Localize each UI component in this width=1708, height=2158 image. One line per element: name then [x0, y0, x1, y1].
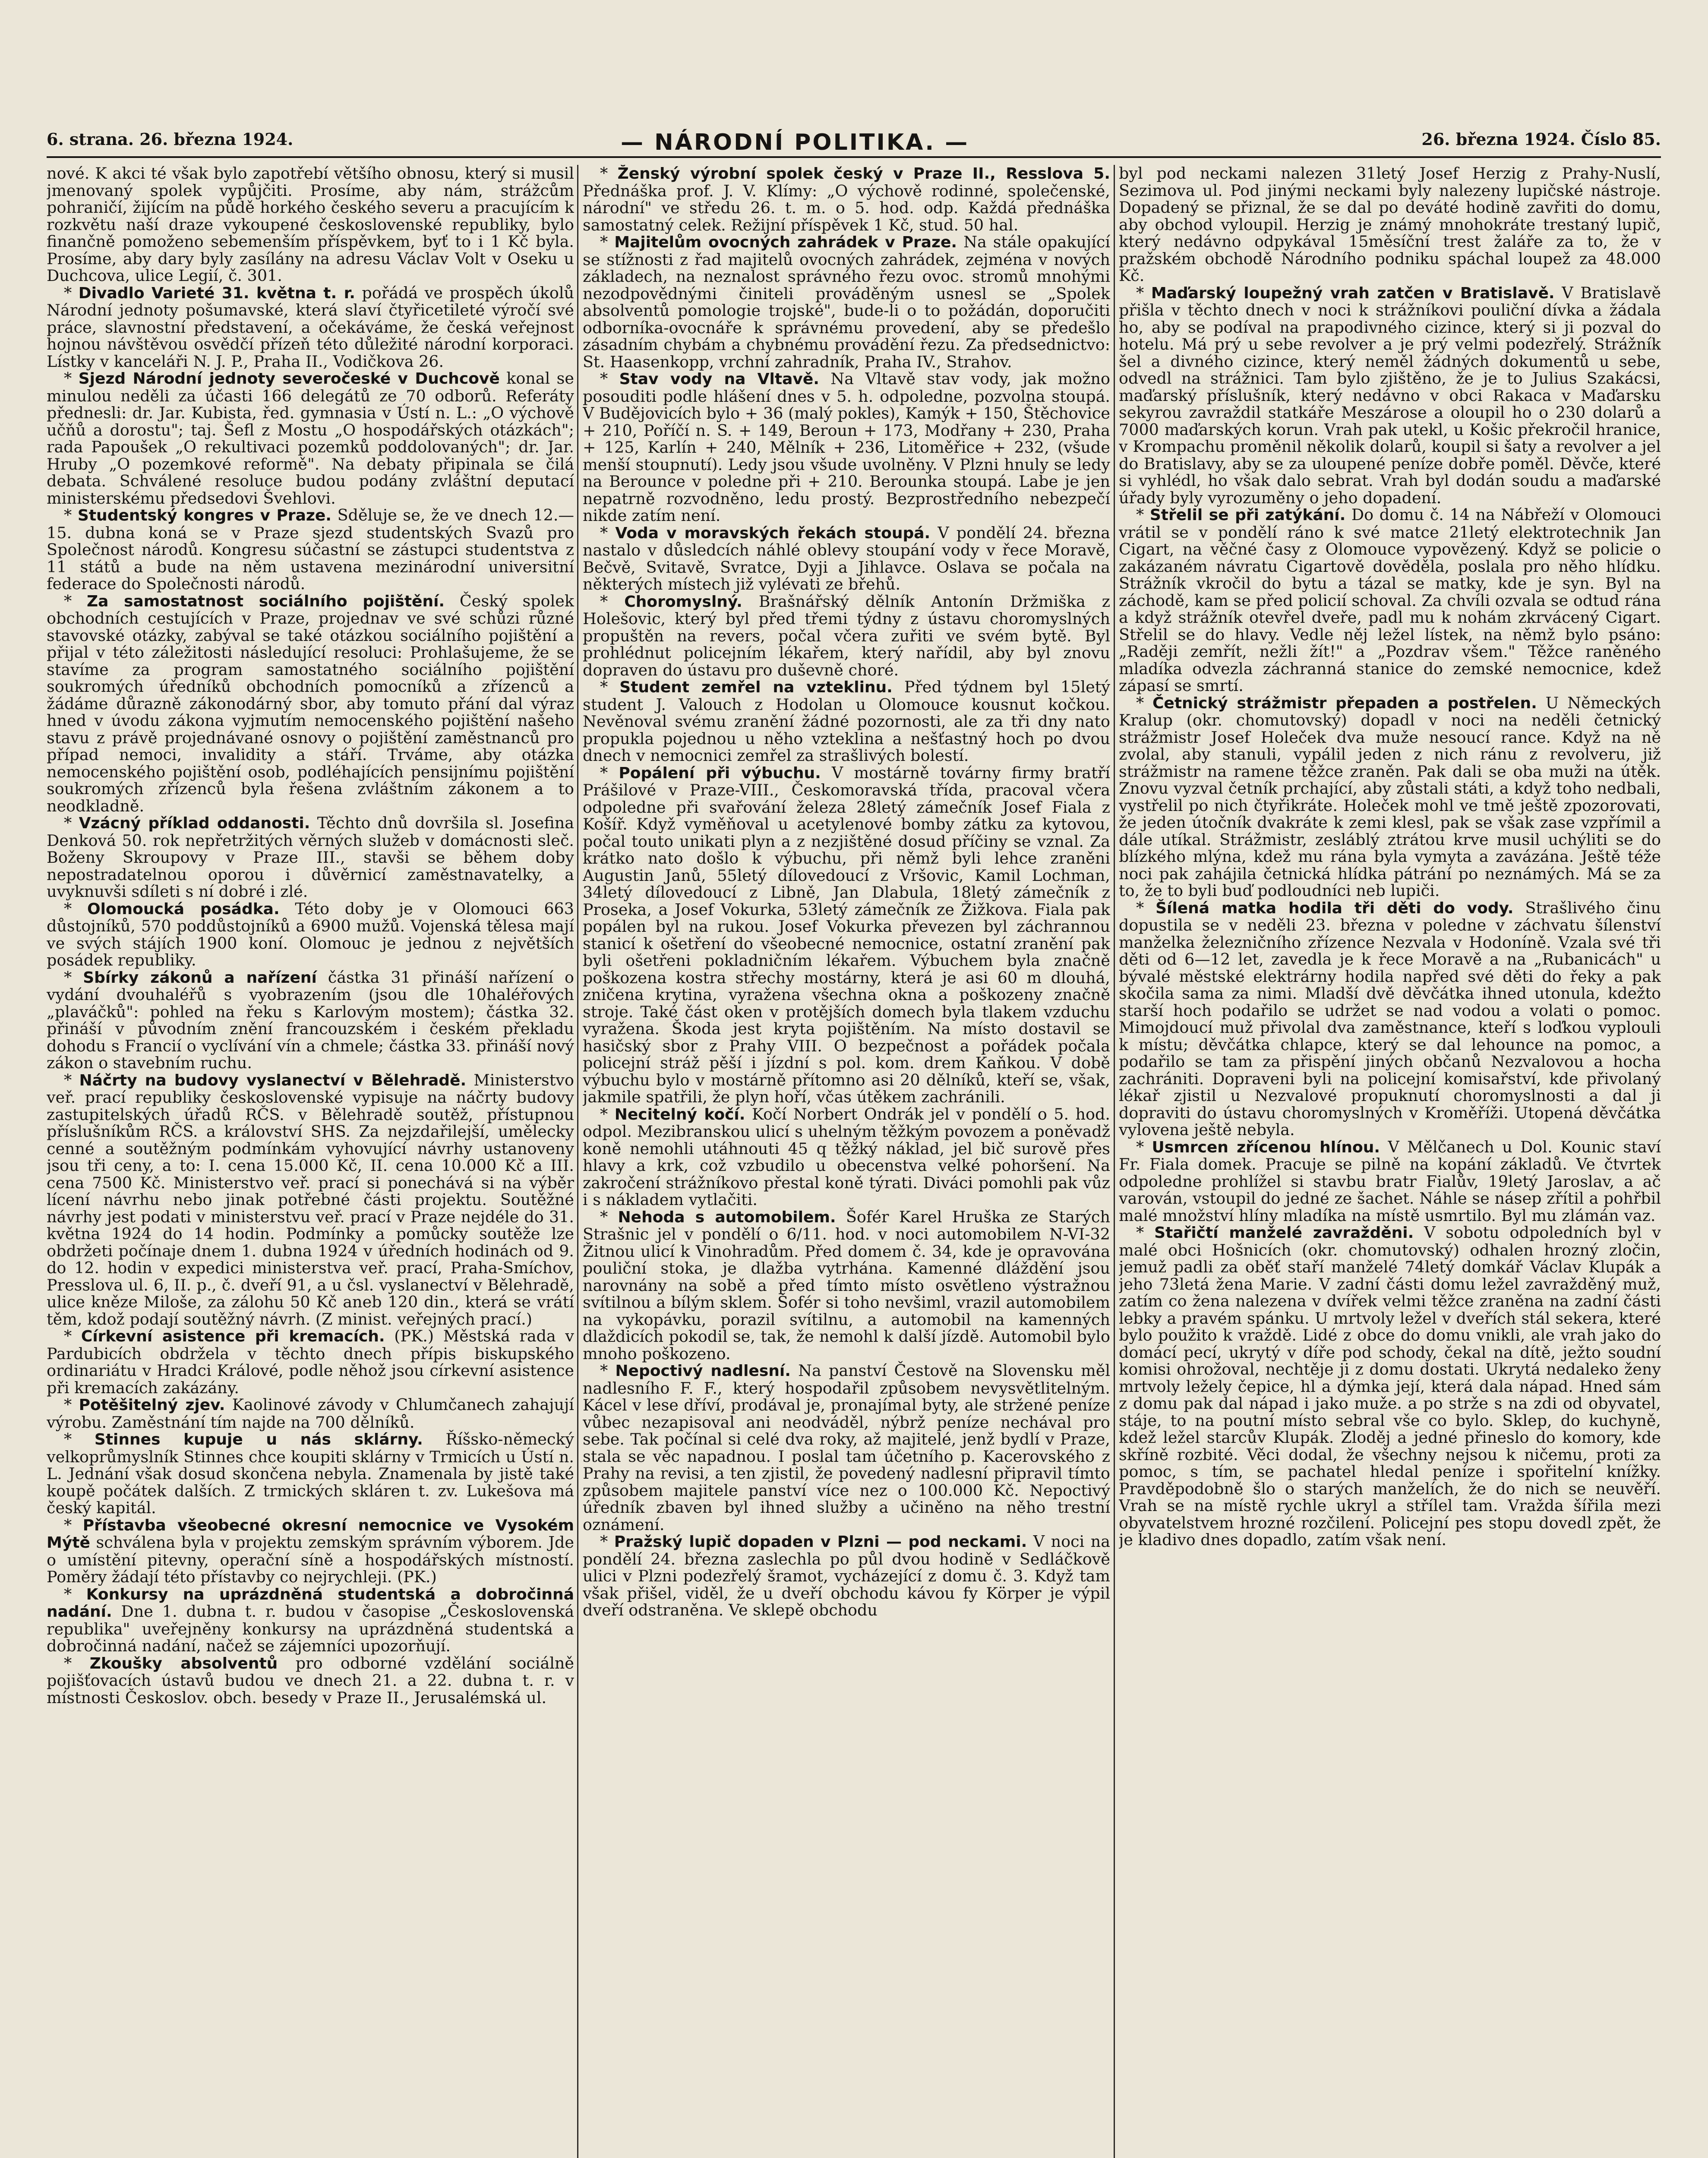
- page-header: [47, 129, 1661, 160]
- news-body: Říšsko-německý velkoprůmyslník Stinnes chce koupiti sklárny v Trmicích u Ústí n. L. Jednání však dosud skončena nebyla. Znamenala by jistě také koupě počátek dalších. Z trmických skláren t. zv. Lukešova má český kapitál.: [47, 1430, 574, 1517]
- news-headline: Voda v moravských řekách stoupá.: [615, 524, 931, 542]
- news-body: Do domu č. 14 na Nábřeží v Olomouci vrátil se v pondělí ráno k své matce 21letý elektrotechnik Jan Cigart, na věčné časy z Olomouce vypovězený. Když se policie o zakázaném návratu Cigartově dověděla, poslala pro něho hlídku. Strážník vkročil do bytu a tázal se matky, kde je syn. Byl na záchodě, kam se před policií schoval. Za chvíli ozvala se odtud rána a když strážník otevřel dveře, padl mu k nohám zkrvácený Cigart. Střelil se do hlavy. Vedle něj ležel lístek, na němž bylo psáno: „Raději zemřít, nežli žít!" a „Pozdrav všem." Těžce raněného mladíka odvezla záchranná stanice do zemské nemocnice, kdež zápasí se smrtí.: [1119, 505, 1661, 695]
- column-rule: [1114, 165, 1115, 2158]
- news-body: V Mělčanech u Dol. Kounic staví Fr. Fiala domek. Pracuje se pilně na kopání základů. Ve čtvrtek odpoledne prohlížel si stavbu bratr Fialův, 19letý Jaroslav, a ač varován, vstoupil do jedné ze šachet. Náhle se násep zřítil a pohřbil malé množství hlíny mladíka na místě usmrtilo. Byl mu zlámán vaz.: [1119, 1137, 1661, 1225]
- news-item: [583, 524, 1110, 593]
- news-headline: Střelil se při zatýkání.: [1149, 506, 1346, 524]
- news-headline: Popálení při výbuchu.: [619, 764, 821, 782]
- news-body: Brašnářský dělník Antonín Držmiška z Holešovic, který byl před třemi týdny z ústavu choromyslných propuštěn na revers, počal včera zuřiti ve svém bytě. Byl prohlédnut policejním lékařem, který nařídil, aby byl znovu dopraven do ústavu pro duševně choré.: [583, 592, 1110, 679]
- news-item: [583, 593, 1110, 679]
- news-headline: Stav vody na Vltavě.: [619, 370, 819, 388]
- news-item: [583, 678, 1110, 764]
- news-paragraph: * Sjezd Národní jednoty severočeské v Duchcově konal se minulou neděli za účasti 166 delegátů ze 70 odborů. Referáty přednesli: dr. Jar. Kubista, řed. gymnasia v Ústí n. L.: „O výchově učňů a dorostu"; taj. Šefl z Mostu „O hospodářských otázkách"; rada Papoušek „O rekultivaci pozemků poddolovaných"; dr. Jar. Hruby „O pozemkové reformě". Na debaty připinala se čilá debata. Schválené resoluce budou podány zvláštní deputací ministerskému předsedovi Švehlovi.: [47, 369, 574, 508]
- news-headline: Student zemřel na vzteklinu.: [619, 678, 893, 696]
- news-headline: Sbírky zákonů a nařízení: [83, 969, 317, 987]
- news-paragraph: * Četnický strážmistr přepaden a postřelen. U Německých Kralup (okr. chomutovský) dopadl v noci na neděli četnický strážmistr Josef Holeček dva muže nesoucí rance. Když na ně zvolal, aby stanuli, vypálil jeden z nich ránu z revolveru, již strážmistr na ramene těžce zraněn. Pak dali se oba muži na útěk. Znovu vyzval četník prchající, aby zůstali státi, a když toho nedbali, vystřelil po nich čtyřikráte. Holeček mohl ve tmě ještě zpozorovati, že jeden útočník dvakráte k zemi klesl, pak se však zase vzpřímil a dále utíkal. Strážmistr, zesláblý ztrátou krve musil uchýliti se do blízkého mlýna, kdež mu rána byla vymyta a zavázána. Ještě téže noci pak zahájila četnická hlídka pátrání po neznámých. Má se za to, že to byli buď podloudníci neb lupiči.: [1119, 693, 1661, 900]
- news-item: [47, 1396, 574, 1431]
- news-body: V Bratislavě přišla v těchto dnech v noci k strážníkovi pouliční dívka a žádala ho, aby se podíval na prapodivného cizince, který si ji pozval do hotelu. Má prý u sebe revolver a je prý velmi podezřelý. Strážník šel a divného cizince, který neměl žádných dokumentů u sebe, odvedl na strážnici. Tam bylo zjištěno, že je to Julius Szakácsi, maďarský příslušník, který nedávno v obci Rakaca v Maďarsku sekyrou zavraždil statkáře Meszárose a oloupil ho o 230 dolarů a 7000 maďarských korun. Vrah pak utekl, u Košic překročil hranice, v Krompachu proměnil několik dolarů, koupil si šaty a revolver a jel do Bratislavy, aby se za uloupené peníze dobře poměl. Děvče, které si vyhlédl, ho však dalo sebrat. Vrah byl dodán soudu a maďarské úřady byly vyrozuměny o jeho dopadení.: [1119, 283, 1661, 507]
- news-paragraph: * Student zemřel na vzteklinu. Před týdnem byl 15letý student J. Valouch z Hodolan u Olomouce kousnut kočkou. Nevěnoval svému zranění žádné pozornosti, ale za tři dny nato propukla pojednou u něho vzteklina a nešťastný hoch po dvou dnech v nemocnici zemřel za strašlivých bolestí.: [583, 678, 1110, 765]
- news-item: [1119, 694, 1661, 899]
- news-headline: Necitelný kočí.: [614, 1105, 745, 1123]
- news-paragraph: * Necitelný kočí. Kočí Norbert Ondrák jel v pondělí o 5. hod. odpol. Mezibranskou ulicí s uhelným těžkým povozem a poněvadž koně nemohli utáhnouti 45 q těžký náklad, jel bič surově přes hlavy a krk, což vzbudilo u obecenstva velké pohoršení. Na zakročení strážníkovo přestal koně týrati. Diváci pomohli pak vůz i s nákladem vytlačiti.: [583, 1104, 1110, 1209]
- news-item: [583, 1208, 1110, 1363]
- news-paragraph: [47, 165, 574, 284]
- news-headline: Usmrcen zřícenou hlínou.: [1152, 1138, 1380, 1156]
- news-paragraph: * Popálení při výbuchu. V mostárně továrny firmy bratří Prášilové v Praze-VIII., Českomoravská třída, pracoval včera odpoledne při svařování železa 28letý zámečník Josef Fiala z Košíř. Když vyměňoval u acetylenové bomby zátku za kytovou, počal touto unikati plyn a z nezjištěné dosud příčiny se vznal. Za krátko nato došlo k výbuchu, při němž byli lehce zraněni Augustin Janů, 55letý dílovedoucí z Vršovic, Kamil Lochman, 34letý dílovedoucí z Libně, Jan Dlabula, 18letý zámečník z Proseka, a Josef Vokurka, 53letý zámečník ze Žižkova. Fiala pak popálen byl na rukou. Josef Vokurka převezen byl záchrannou stanicí k ošetření do všeobecné nemocnice, ostatní zranění pak byli ošetřeni pokladničním lékařem. Výbuchem byla značně poškozena kostra střechy mostárny, která je asi 60 m dlouhá, zničena krytina, vyražena všechna okna a poškozeny značně stroje. Také část oken v protějších domech byla tlakem vzduchu vyražena. Škoda jest kryta pojištěním. Na místo dostavil se hasičský sbor z Prahy VIII. O bezpečnost a pořádek počala policejní stráž pěší i jízdní s pol. kom. drem Kaňkou. V době výbuchu bylo v mostárně přítomno asi 20 dělníků, kteří se, však, jakmile spatřili, že plyn hoří, včas útěkem zachránili.: [583, 763, 1110, 1106]
- news-headline: Olomoucká posádka.: [87, 900, 280, 918]
- news-paragraph: * Maďarský loupežný vrah zatčen v Bratislavě. V Bratislavě přišla v těchto dnech v noci k strážníkovi pouliční dívka a žádala ho, aby se podíval na prapodivného cizince, který si ji pozval do hotelu. Má prý u sebe revolver a je prý velmi podezřelý. Strážník šel a divného cizince, který neměl žádných dokumentů u sebe, odvedl na strážnici. Tam bylo zjištěno, že je to Julius Szakácsi, maďarský příslušník, který nedávno v obci Rakaca v Maďarsku sekyrou zavraždil statkáře Meszárose a oloupil ho o 230 dolarů a 7000 maďarských korun. Vrah pak utekl, u Košic překročil hranice, v Krompachu proměnil několik dolarů, koupil si šaty a revolver a jel do Bratislavy, aby se za uloupené peníze dobře poměl. Děvče, které si vyhlédl, ho však dalo sebrat. Vrah byl dodán soudu a maďarské úřady byly vyrozuměny o jeho dopadení.: [1119, 283, 1661, 507]
- news-body: Před týdnem byl 15letý student J. Valouch z Hodolan u Olomouce kousnut kočkou. Nevěnoval svému zranění žádné pozornosti, ale za tři dny nato propukla pojednou u něho vzteklina a nešťastný hoch po dvou dnech v nemocnici zemřel za strašlivých bolestí.: [583, 678, 1110, 765]
- header-date-right: 26. března 1924. Číslo 85.: [1421, 129, 1661, 149]
- news-paragraph: * Šílená matka hodila tři děti do vody. Strašlivého činu dopustila se v neděli 23. března v poledne v záchvatu šílenství manželka železničního zřízence Nezvala v Hodoníně. Vzala své tři děti od 6—12 let, zavedla je k řece Moravě a na „Rubanicách" u bývalé městské elektrárny hodila napřed své děti do řeky a pak skočila sama za nimi. Mladší dvě děvčátka ihned utonula, kdežto starší hoch podařilo se udržet se nad vodou a volati o pomoc. Mimojdoucí muž přivolal dva zaměstnance, kteří s loďkou vyplouli k místu; děvčátka chlapce, který se dal lehounce na pomoc, a podařilo se tam za přispění jiných občanů Nezvalovou a hocha zachrániti. Dopraveni byli na policejní komisařství, kde přivolaný lékař zjistil u Nezvalové propuknutí choromyslnosti a dal ji dopraviti do ústavu choromyslných v Kroměříži. Utopená děvčátka vylovena ještě nebyla.: [1119, 898, 1661, 1139]
- news-item: [1119, 165, 1661, 284]
- news-paragraph: * Usmrcen zřícenou hlínou. V Mělčanech u Dol. Kounic staví Fr. Fiala domek. Pracuje se pilně na kopání základů. Ve čtvrtek odpoledne prohlížel si stavbu bratr Fialův, 19letý Jaroslav, a ač varován, vstoupil do jedné ze šachet. Náhle se násep zřítil a pohřbil malé množství hlíny mladíka na místě usmrtilo. Byl mu zlámán vaz.: [1119, 1137, 1661, 1225]
- news-item: [1119, 1139, 1661, 1224]
- news-headline: Církevní asistence při kremacích.: [81, 1328, 385, 1345]
- news-item: [1119, 506, 1661, 694]
- news-body: nové. K akci té však bylo zapotřebí většího obnosu, který si musil jmenovaný spolek vypůjčiti. Prosíme, aby nám, strážcům pohraničí, žijícím na půdě horkého českého severu a pracujícím k rozkvětu naší draze vykoupené československé republiky, bylo finančně pomoženo sebemenším příspěvkem, byť to i 1 Kč byla. Prosíme, aby dary byly zasílány na adresu Václav Volt v Oseku u Duchcova, ulice Legií, č. 301.: [47, 165, 574, 285]
- news-headline: Ženský výrobní spolek český v Praze II., Resslova 5.: [617, 165, 1110, 183]
- news-item: [47, 284, 574, 370]
- news-paragraph: * Choromyslný. Brašnářský dělník Antonín Držmiška z Holešovic, který byl před třemi týdny z ústavu choromyslných propuštěn na revers, počal včera zuřiti ve svém bytě. Byl prohlédnut policejním lékařem, který nařídil, aby byl znovu dopraven do ústavu pro duševně choré.: [583, 592, 1110, 679]
- news-headline: Divadlo Varieté 31. května t. r.: [78, 284, 355, 302]
- news-body: Kočí Norbert Ondrák jel v pondělí o 5. hod. odpol. Mezibranskou ulicí s uhelným těžkým povozem a poněvadž koně nemohli utáhnouti 45 q těžký náklad, jel bič surově přes hlavy a krk, což vzbudilo u obecenstva velké pohoršení. Na zakročení strážníkovo přestal koně týrati. Diváci pomohli pak vůz i s nákladem vytlačiti.: [583, 1104, 1110, 1209]
- masthead-title: — NÁRODNÍ POLITIKA. —: [621, 129, 969, 155]
- news-body: Těchto dnů dovršila sl. Josefina Denková 50. rok nepřetržitých věrných služeb v domácnosti sleč. Boženy Skroupovy v Praze III., stavši se během doby nepostradatelnou oporou i důvěrnicí zaměstnavatelky, a uvyknuvši sdíleti s ní dobré i zlé.: [47, 814, 574, 901]
- news-headline: Potěšitelný zjev.: [79, 1396, 225, 1414]
- news-body: byl pod neckami nalezen 31letý Josef Herzig z Prahy-Nuslí, Sezimova ul. Pod jinými neckami byly nalezeny lupičské nástroje. Dopadený se přiznal, že se dal po deváté hodině zavřiti do domu, aby obchod vyloupil. Herzig je známý mnohokráte trestaný lupič, který nedávno odpykával 15měsíční trest žaláře za to, že v pražském obchodě Národního podniku spáchal loupež za 48.000 Kč.: [1119, 165, 1661, 285]
- header-rule: [47, 156, 1661, 158]
- news-headline: Pražský lupič dopaden v Plzni — pod neckami.: [614, 1533, 1027, 1551]
- news-body: konal se minulou neděli za účasti 166 delegátů ze 70 odborů. Referáty přednesli: dr. Jar. Kubista, řed. gymnasia v Ústí n. L.: „O výchově učňů a dorostu"; taj. Šefl z Mostu „O hospodářských otázkách"; rada Papoušek „O rekultivaci pozemků poddolovaných"; dr. Jar. Hruby „O pozemkové reformě". Na debaty připinala se čilá debata. Schválené resoluce budou podány zvláštní deputací ministerskému předsedovi Švehlovi.: [47, 369, 574, 508]
- news-body: Na Vltavě stav vody, jak možno posouditi podle hlášení dnes v 5. h. odpoledne, pozvolna stoupá. V Budějovicích bylo + 36 (malý pokles), Kamýk + 150, Štěchovice + 210, Poříčí n. S. + 149, Beroun + 173, Modřany + 230, Praha + 125, Karlín + 240, Mělník + 236, Litoměřice + 232, (všude menší stoupnutí). Ledy jsou všude uvolněny. V Plzni hnuly se ledy na Berounce v poledne při + 210. Berounka stoupá. Labe je jen nepatrně rozvodněno, ledu prostý. Bezprostředního nebezpečí nikde zatím není.: [583, 369, 1110, 525]
- news-paragraph: * Ženský výrobní spolek český v Praze II., Resslova 5. Přednáška prof. J. V. Klímy: „O výchově rodinné, společenské, národní" ve středu 26. t. m. o 5. hod. odp. Každá přednáška samostatný celek. Režijní příspěvek 1 Kč, stud. 50 hal.: [583, 165, 1110, 234]
- news-paragraph: * Studentský kongres v Praze. Sděluje se, že ve dnech 12.—15. dubna koná se v Praze sjezd studentských Svazů pro Společnost národů. Kongresu súčastní se zástupci studentstva z 11 států a bude na něm ustavena mezinárodní universitní federace do Společnosti národů.: [47, 506, 574, 593]
- news-paragraph: * Zkoušky absolventů pro odborné vzdělání sociálně pojišťovacích ústavů budou ve dnech 21. a 22. dubna t. r. v místnosti Českoslov. obch. besedy v Praze II., Jerusalémská ul.: [47, 1653, 574, 1707]
- news-item: [1119, 284, 1661, 507]
- news-headline: Nepoctivý nadlesní.: [615, 1362, 791, 1380]
- news-item: [47, 1517, 574, 1586]
- news-body: Na stále opakující se stížnosti z řad majitelů ovocných zahrádek, zejména v nových základech, na neznalost správného řezu ovoc. stromů mnohými nezodpovědnými činiteli prováděným usnesl se „Spolek absolventů pomologie trojské", bude-li o to požádán, doporučiti odborníka-ovocnáře k správnému provedení, aby se předešlo zásadním chybám a chybnému provádění řezu. Za předsednictvo: St. Haasenkopp, vrchní zahradník, Praha IV., Strahov.: [583, 233, 1110, 371]
- news-item: [583, 764, 1110, 1106]
- news-headline: Četnický strážmistr přepaden a postřelen.: [1152, 694, 1537, 712]
- news-paragraph: * Nepoctivý nadlesní. Na panství Čestově na Slovensku měl nadlesního F. F., který hospodařil způsobem nevysvětlitelným. Kácel v lese dříví, prodával je, pronajímal byty, ale stržené peníze vůbec nezapisoval ani neodváděl, nýbrž peníze nechával pro sebe. Tak počínal si celé dva roky, až majitelé, jenž bydlí v Praze, stala se věc napadnou. I poslal tam účetního p. Kacerovského z Prahy na revisi, a ten zjistil, že povedený nadlesní připravil tímto způsobem majitele panství více nez o 100.000 Kč. Nepoctivý úředník zbaven byl ihned služby a učiněno na něho trestní oznámení.: [583, 1361, 1110, 1534]
- news-paragraph: * Stinnes kupuje u nás sklárny. Říšsko-německý velkoprůmyslník Stinnes chce koupiti sklárny v Trmicích u Ústí n. L. Jednání však dosud skončena nebyla. Znamenala by jistě také koupě počátek dalších. Z trmických skláren t. zv. Lukešova má český kapitál.: [47, 1430, 574, 1517]
- news-headline: Choromyslný.: [624, 593, 742, 611]
- column-1: [47, 165, 574, 2158]
- news-body: Dne 1. dubna t. r. budou v časopise „Československá republika" uveřejněny konkursy na uprázdněná studentská a dobročinná nadání, načež se zájemníci upozorňují.: [47, 1602, 574, 1655]
- news-item: [47, 1586, 574, 1655]
- news-body: pořádá ve prospěch úkolů Národní jednoty pošumavské, která slaví čtyřicetileté výročí své práce, slavnostní představení, a očekáváme, že česká veřejnost hojnou návštěvou osvědčí přízeň této důležité národní korporaci. Lístky v kanceláři N. J. P., Praha II., Vodičkova 26.: [47, 283, 574, 371]
- column-2: [583, 165, 1110, 2158]
- news-item: [583, 370, 1110, 524]
- news-paragraph: * Pražský lupič dopaden v Plzni — pod neckami. V noci na pondělí 24. března zaslechla po půl dvou hodině v Sedláčkově ulici v Plzni podezřelý šramot, vycházející z domu č. 3. Když tam však přišel, viděl, že u dveří obchodu kávou fy Körper je výpil dveří odstraněna. Ve sklepě obchodu: [583, 1532, 1110, 1619]
- news-headline: Stařičtí manželé zavražděni.: [1154, 1224, 1414, 1242]
- news-item: [47, 370, 574, 507]
- news-body: Šofér Karel Hruška ze Starých Strašnic jel v pondělí o 6/11. hod. v noci automobilem N-VI-32 Žitnou ulicí k Vinohradům. Před domem č. 34, kde je opravována pouliční stoka, je dlažba vytrhána. Kamenné dláždění jsou narovnány na sobě a před tímto místo osvětleno výstražnou svítilnou a bílým sklem. Šofér si toho nevšiml, vrazil automobilem na vykopávku, porazil svítilnu, a automobil na kamenných dlaždicích pokodil se, tak, že nemohl k další jízdě. Automobil bylo mnoho poškozeno.: [583, 1207, 1110, 1363]
- news-headline: Přístavba všeobecné okresní nemocnice ve Vysokém Mýtě: [47, 1516, 574, 1552]
- news-item: [583, 233, 1110, 370]
- news-headline: Zkoušky absolventů: [89, 1654, 278, 1672]
- news-item: [583, 1106, 1110, 1208]
- news-paragraph: * Voda v moravských řekách stoupá. V pondělí 24. března nastalo v důsledcích náhlé oblevy stoupání vody v řece Moravě, Bečvě, Svitavě, Svratce, Dyji a Jihlavce. Oslava se počala na některých místech již vylévati ze břehů.: [583, 523, 1110, 593]
- news-item: [1119, 899, 1661, 1139]
- news-headline: Nehoda s automobilem.: [618, 1208, 836, 1226]
- news-paragraph: * Vzácný příklad oddanosti. Těchto dnů dovršila sl. Josefina Denková 50. rok nepřetržitých věrných služeb v domácnosti sleč. Boženy Skroupovy v Praze III., stavši se během doby nepostradatelnou oporou i důvěrnicí zaměstnavatelky, a uvyknuvši sdíleti s ní dobré i zlé.: [47, 814, 574, 901]
- news-body: Sděluje se, že ve dnech 12.—15. dubna koná se v Praze sjezd studentských Svazů pro Společnost národů. Kongresu súčastní se zástupci studentstva z 11 států a bude na něm ustavena mezinárodní universitní federace do Společnosti národů.: [47, 506, 574, 593]
- news-item: [47, 165, 574, 284]
- news-body: U Německých Kralup (okr. chomutovský) dopadl v noci na neděli četnický strážmistr Josef Holeček dva muže nesoucí rance. Když na ně zvolal, aby stanuli, vypálil jeden z nich ránu z revolveru, již strážmistr na ramene těžce zraněn. Pak dali se oba muži na útěk. Znovu vyzval četník prchající, aby zůstali státi, a když toho nedbali, vystřelil po nich čtyřikráte. Holeček mohl ve tmě ještě zpozorovati, že jeden útočník dvakráte k zemi klesl, pak se však zase vzpřímil a dále utíkal. Strážmistr, zesláblý ztrátou krve musil uchýliti se do blízkého mlýna, kdež mu rána byla vymyta a zavázána. Ještě téže noci pak zahájila četnická hlídka pátrání po neznámých. Má se za to, že to byli buď podloudníci neb lupiči.: [1119, 693, 1661, 900]
- news-headline: Konkursy na uprázdněná studentská a dobročinná nadání.: [47, 1585, 574, 1621]
- news-paragraph: * Stařičtí manželé zavražděni. V sobotu odpoledních byl v malé obci Hošnicích (okr. chomutovský) odhalen hrozný zločin, jemuž padli za oběť staří manželé 74letý domkář Václav Klupák a jeho 73letá žena Marie. V zadní části domu ležel zavražděný muž, zatím co žena nalezena v dvířek velmi těžce zraněna na zadní části lebky a pravém spánku. U mrtvoly ležel v dveřích stál sekera, které bylo použito k vraždě. Lidé z obce do domu vnikli, ale vrah jako do domácí pecí, ukrytý v díře pod schody, čekal na dítě, ježto soudní komisi ohrožoval, nechtěje ji z domu dostati. Ukrytá nedaleko ženy mrtvoly ležely čepice, hl a dýmka její, která dala nápad. Hned sám z domu pak dal nápad i jako muže. a po strže s na zdi od obyvatel, stáje, to na poutní místo sebral vše co bylo. Sklep, do kuchyně, kdež ležel starcův Klupák. Zloděj a jedné přineslo do komory, kde skříně rozbité. Věci dodal, že všechny nejsou k ničemu, proti za pomoc, s tím, se pachatel hledal peníze i spořitelní knížky. Pravděpodobně šlo o starých manželích, že do nich se neuvěří. Vrah se na místě rychle ukryl a střílel tam. Vražda šířila mezi obyvatelstvem hrozné rozčilení. Policejní pes stopu dovedl zpět, že je kladivo dnes dopadlo, zatím však není.: [1119, 1223, 1661, 1549]
- news-headline: Vzácný příklad oddanosti.: [79, 814, 310, 832]
- news-item: [583, 165, 1110, 233]
- news-body: Ministerstvo veř. prací republiky československé vypisuje na náčrty budovy zastupitelských úřadů RČS. v Bělehradě soutěž, přístupnou příslušníkům RČS. a království SHS. Za nejzdařilejší, umělecky cenné a soutěžným podmínkám vyhovující návrhy ustanoveny jsou tři ceny, a to: I. cena 15.000 Kč, II. cena 10.000 Kč a III. cena 7500 Kč. Ministerstvo veř. prací si ponechává si na výběr lícení návrhu nebo jinak potřebné části projektu. Soutěžné návrhy jest podati v ministerstvu veř. prací v Praze nejdéle do 31. května 1924 do 14 hodin. Podmínky a pomůcky soutěže lze obdržeti počínaje dnem 1. dubna 1924 v úředních hodinách od 9. do 12. hodin v expedici ministerstva veř. prací, Praha-Smíchov, Presslova ul. 6, II. p., č. dveří 91, a u čsl. vyslanectví v Bělehradě, ulice kněze Miloše, za zálohu 50 Kč aneb 120 din., která se vrátí těm, kdož podají soutěžný návrh. (Z minist. veřejných prací.): [47, 1070, 574, 1328]
- news-paragraph: * Majitelům ovocných zahrádek v Praze. Na stále opakující se stížnosti z řad majitelů ovocných zahrádek, zejména v nových základech, na neznalost správného řezu ovoc. stromů mnohými nezodpovědnými činiteli prováděným usnesl se „Spolek absolventů pomologie trojské", bude-li o to požádán, doporučiti odborníka-ovocnáře k správnému provedení, aby se předešlo zásadním chybám a chybnému provádění řezu. Za předsednictvo: St. Haasenkopp, vrchní zahradník, Praha IV., Strahov.: [583, 233, 1110, 371]
- news-paragraph: * Nehoda s automobilem. Šofér Karel Hruška ze Starých Strašnic jel v pondělí o 6/11. hod. v noci automobilem N-VI-32 Žitnou ulicí k Vinohradům. Před domem č. 34, kde je opravována pouliční stoka, je dlažba vytrhána. Kamenné dláždění jsou narovnány na sobě a před tímto místo osvětleno výstražnou svítilnou a bílým sklem. Šofér si toho nevšiml, vrazil automobilem na vykopávku, porazil svítilnu, a automobil na kamenných dlaždicích pokodil se, tak, že nemohl k další jízdě. Automobil bylo mnoho poškozeno.: [583, 1207, 1110, 1363]
- news-headline: Sjezd Národní jednoty severočeské v Duchcově: [78, 370, 500, 388]
- news-headline: Šílená matka hodila tři děti do vody.: [1156, 899, 1514, 917]
- news-body: Přednáška prof. J. V. Klímy: „O výchově rodinné, společenské, národní" ve středu 26. t. m. o 5. hod. odp. Každá přednáška samostatný celek. Režijní příspěvek 1 Kč, stud. 50 hal.: [583, 181, 1110, 234]
- news-headline: Stinnes kupuje u nás sklárny.: [94, 1431, 423, 1448]
- news-headline: Za samostatnost sociálního pojištění.: [86, 592, 445, 610]
- news-body: částka 31 přináší nařízení o vydání dvouhaléřů s vyobrazením (jsou dle 10haléřových „plaváčků": pohled na řeku s Karlovým mostem); částka 32. přináší v původním znění francouzském i českém překladu dohodu s Francií o vyclívání vín a chmele; částka 33. přináší nový zákon o stavebním ruchu.: [47, 968, 574, 1072]
- news-paragraph: * Za samostatnost sociálního pojištění. Český spolek obchodních cestujících v Praze, projednav ve své schůzi různé stavovské otázky, zabýval se také otázkou sociálního pojištění a přijal v této záležitosti následující resoluci: Prohlašujeme, že se stavíme za program samostatného sociálního pojištění soukromých úředníků obchodních pomocníků a zřízenců a žádáme důrazně zákonodárný sbor, aby tomuto přání dal výraz hned v úvodu zákona vyjmutím nemocenského pojištění našeho stavu z právě projednávané osnovy o pojištění zaměstnanců pro případ nemoci, invalidity a stáří. Trváme, aby otázka nemocenského pojištění osob, podléhajících pensijnímu pojištění soukromých zřízenců byla řešena zvláštním zákonem a to neodkladně.: [47, 591, 574, 815]
- news-headline: Majitelům ovocných zahrádek v Praze.: [614, 233, 957, 251]
- news-item: [47, 1328, 574, 1396]
- news-item: [47, 1072, 574, 1328]
- header-date-left: 6. strana. 26. března 1924.: [47, 129, 294, 149]
- news-paragraph: * Stav vody na Vltavě. Na Vltavě stav vody, jak možno posouditi podle hlášení dnes v 5. h. odpoledne, pozvolna stoupá. V Budějovicích bylo + 36 (malý pokles), Kamýk + 150, Štěchovice + 210, Poříčí n. S. + 149, Beroun + 173, Modřany + 230, Praha + 125, Karlín + 240, Mělník + 236, Litoměřice + 232, (všude menší stoupnutí). Ledy jsou všude uvolněny. V Plzni hnuly se ledy na Berounce v poledne při + 210. Berounka stoupá. Labe je jen nepatrně rozvodněno, ledu prostý. Bezprostředního nebezpečí nikde zatím není.: [583, 369, 1110, 525]
- news-body: V mostárně továrny firmy bratří Prášilové v Praze-VIII., Českomoravská třída, pracoval včera odpoledne při svařování železa 28letý zámečník Josef Fiala z Košíř. Když vyměňoval u acetylenové bomby zátku za kytovou, počal touto unikati plyn a z nezjištěné dosud příčiny se vznal. Za krátko nato došlo k výbuchu, při němž byli lehce zraněni Augustin Janů, 55letý dílovedoucí z Vršovic, Kamil Lochman, 34letý dílovedoucí z Libně, Jan Dlabula, 18letý zámečník z Proseka, a Josef Vokurka, 53letý zámečník ze Žižkova. Fiala pak popálen byl na rukou. Josef Vokurka převezen byl záchrannou stanicí k ošetření do všeobecné nemocnice, ostatní zranění pak byli ošetřeni pokladničním lékařem. Výbuchem byla značně poškozena kostra střechy mostárny, která je asi 60 m dlouhá, zničena krytina, vyražena všechna okna a poškozeny značně stroje. Také část oken v protějších domech byla tlakem vzduchu vyražena. Škoda jest kryta pojištěním. Na místo dostavil se hasičský sbor z Prahy VIII. O bezpečnost a pořádek počala policejní stráž pěší i jízdní s pol. kom. drem Kaňkou. V době výbuchu bylo v mostárně přítomno asi 20 dělníků, kteří se, však, jakmile spatřili, že plyn hoří, včas útěkem zachránili.: [583, 763, 1110, 1106]
- news-item: [47, 969, 574, 1072]
- news-item: [47, 814, 574, 900]
- news-paragraph: * Konkursy na uprázdněná studentská a dobročinná nadání. Dne 1. dubna t. r. budou v časopise „Československá republika" uveřejněny konkursy na uprázdněná studentská a dobročinná nadání, načež se zájemníci upozorňují.: [47, 1584, 574, 1655]
- news-paragraph: * Náčrty na budovy vyslanectví v Bělehradě. Ministerstvo veř. prací republiky československé vypisuje na náčrty budovy zastupitelských úřadů RČS. v Bělehradě soutěž, přístupnou příslušníkům RČS. a království SHS. Za nejzdařilejší, umělecky cenné a soutěžným podmínkám vyhovující návrhy ustanoveny jsou tři ceny, a to: I. cena 15.000 Kč, II. cena 10.000 Kč a III. cena 7500 Kč. Ministerstvo veř. prací si ponechává si na výběr lícení návrhu nebo jinak potřebné části projektu. Soutěžné návrhy jest podati v ministerstvu veř. prací v Praze nejdéle do 31. května 1924 do 14 hodin. Podmínky a pomůcky soutěže lze obdržeti počínaje dnem 1. dubna 1924 v úředních hodinách od 9. do 12. hodin v expedici ministerstva veř. prací, Praha-Smíchov, Presslova ul. 6, II. p., č. dveří 91, a u čsl. vyslanectví v Bělehradě, ulice kněze Miloše, za zálohu 50 Kč aneb 120 din., která se vrátí těm, kdož podají soutěžný návrh. (Z minist. veřejných prací.): [47, 1070, 574, 1328]
- news-item: [47, 1431, 574, 1517]
- news-body: Strašlivého činu dopustila se v neděli 23. března v poledne v záchvatu šílenství manželka železničního zřízence Nezvala v Hodoníně. Vzala své tři děti od 6—12 let, zavedla je k řece Moravě a na „Rubanicách" u bývalé městské elektrárny hodila napřed své děti do řeky a pak skočila sama za nimi. Mladší dvě děvčátka ihned utonula, kdežto starší hoch podařilo se udržet se nad vodou a volati o pomoc. Mimojdoucí muž přivolal dva zaměstnance, kteří s loďkou vyplouli k místu; děvčátka chlapce, který se dal lehounce na pomoc, a podařilo se tam za přispění jiných občanů Nezvalovou a hocha zachrániti. Dopraveni byli na policejní komisařství, kde přivolaný lékař zjistil u Nezvalové propuknutí choromyslnosti a dal ji dopraviti do ústavu choromyslných v Kroměříži. Utopená děvčátka vylovena ještě nebyla.: [1119, 898, 1661, 1139]
- column-3: [1119, 165, 1661, 2158]
- news-item: [47, 1655, 574, 1707]
- news-body: V sobotu odpoledních byl v malé obci Hošnicích (okr. chomutovský) odhalen hrozný zločin, jemuž padli za oběť staří manželé 74letý domkář Václav Klupák a jeho 73letá žena Marie. V zadní části domu ležel zavražděný muž, zatím co žena nalezena v dvířek velmi těžce zraněna na zadní části lebky a pravém spánku. U mrtvoly ležel v dveřích stál sekera, které bylo použito k vraždě. Lidé z obce do domu vnikli, ale vrah jako do domácí pecí, ukrytý v díře pod schody, čekal na dítě, ježto soudní komisi ohrožoval, nechtěje ji z domu dostati. Ukrytá nedaleko ženy mrtvoly ležely čepice, hl a dýmka její, která dala nápad. Hned sám z domu pak dal nápad i jako muže. a po strže s na zdi od obyvatel, stáje, to na poutní místo sebral vše co bylo. Sklep, do kuchyně, kdež ležel starcův Klupák. Zloděj a jedné přineslo do komory, kde skříně rozbité. Věci dodal, že všechny nejsou k ničemu, proti za pomoc, s tím, se pachatel hledal peníze i spořitelní knížky. Pravděpodobně šlo o starých manželích, že do nich se neuvěří. Vrah se na místě rychle ukryl a střílel tam. Vražda šířila mezi obyvatelstvem hrozné rozčilení. Policejní pes stopu dovedl zpět, že je kladivo dnes dopadlo, zatím však není.: [1119, 1223, 1661, 1549]
- news-paragraph: * Olomoucká posádka. Této doby je v Olomouci 663 důstojníků, 570 poddůstojníků a 6900 mužů. Vojenská tělesa mají ve svých stájích 1900 koní. Olomouc je jednou z největších posádek republiky.: [47, 899, 574, 969]
- news-headline: Studentský kongres v Praze.: [77, 507, 331, 524]
- news-body: Na panství Čestově na Slovensku měl nadlesního F. F., který hospodařil způsobem nevysvětlitelným. Kácel v lese dříví, prodával je, pronajímal byty, ale stržené peníze vůbec nezapisoval ani neodváděl, nýbrž peníze nechával pro sebe. Tak počínal si celé dva roky, až majitelé, jenž bydlí v Praze, stala se věc napadnou. I poslal tam účetního p. Kacerovského z Prahy na revisi, a ten zjistil, že povedený nadlesní připravil tímto způsobem majitele panství více nez o 100.000 Kč. Nepoctivý úředník zbaven byl ihned služby a učiněno na něho trestní oznámení.: [583, 1361, 1110, 1534]
- news-item: [47, 507, 574, 593]
- news-body: schválena byla v projektu zemským správním výborem. Jde o umístění pitevny, operační síně a hospodářských místností. Poměry žádají této přístavby co nejrychleji. (PK.): [47, 1533, 574, 1586]
- news-body: Kaolinové závody v Chlumčanech zahajují výrobu. Zaměstnání tím najde na 700 dělníků.: [47, 1395, 574, 1432]
- news-item: [1119, 1224, 1661, 1549]
- news-item: [47, 593, 574, 815]
- news-item: [583, 1533, 1110, 1619]
- news-body: V noci na pondělí 24. března zaslechla po půl dvou hodině v Sedláčkově ulici v Plzni podezřelý šramot, vycházející z domu č. 3. Když tam však přišel, viděl, že u dveří obchodu kávou fy Körper je výpil dveří odstraněna. Ve sklepě obchodu: [583, 1532, 1110, 1619]
- news-body: V pondělí 24. března nastalo v důsledcích náhlé oblevy stoupání vody v řece Moravě, Bečvě, Svitavě, Svratce, Dyji a Jihlavce. Oslava se počala na některých místech již vylévati ze břehů.: [583, 523, 1110, 593]
- news-paragraph: * Sbírky zákonů a nařízení částka 31 přináší nařízení o vydání dvouhaléřů s vyobrazením (jsou dle 10haléřových „plaváčků": pohled na řeku s Karlovým mostem); částka 32. přináší v původním znění francouzském i českém překladu dohodu s Francií o vyclívání vín a chmele; částka 33. přináší nový zákon o stavebním ruchu.: [47, 968, 574, 1072]
- news-body: (PK.) Městská rada v Pardubicích obdržela v těchto dnech přípis biskupského ordinariátu v Hradci Králové, podle něhož jsou církevní asistence při kremacích zakázány.: [47, 1327, 574, 1397]
- news-paragraph: * Potěšitelný zjev. Kaolinové závody v Chlumčanech zahajují výrobu. Zaměstnání tím najde na 700 dělníků.: [47, 1395, 574, 1432]
- news-paragraph: * Střelil se při zatýkání. Do domu č. 14 na Nábřeží v Olomouci vrátil se v pondělí ráno k své matce 21letý elektrotechnik Jan Cigart, na věčné časy z Olomouce vypovězený. Když se policie o zakázaném návratu Cigartově dověděla, poslala pro něho hlídku. Strážník vkročil do bytu a tázal se matky, kde je syn. Byl na záchodě, kam se před policií schoval. Za chvíli ozvala se odtud rána a když strážník otevřel dveře, padl mu k nohám zkrvácený Cigart. Střelil se do hlavy. Vedle něj ležel lístek, na němž bylo psáno: „Raději zemřít, nežli žít!" a „Pozdrav všem." Těžce raněného mladíka odvezla záchranná stanice do zemské nemocnice, kdež zápasí se smrtí.: [1119, 505, 1661, 695]
- column-rule: [577, 165, 578, 2158]
- news-item: [583, 1362, 1110, 1533]
- news-headline: Náčrty na budovy vyslanectví v Bělehradě.: [79, 1071, 467, 1089]
- news-paragraph: * Divadlo Varieté 31. května t. r. pořádá ve prospěch úkolů Národní jednoty pošumavské, která slaví čtyřicetileté výročí své práce, slavnostní představení, a očekáváme, že česká veřejnost hojnou návštěvou osvědčí přízeň této důležité národní korporaci. Lístky v kanceláři N. J. P., Praha II., Vodičkova 26.: [47, 283, 574, 371]
- news-paragraph: [1119, 165, 1661, 284]
- news-body: pro odborné vzdělání sociálně pojišťovacích ústavů budou ve dnech 21. a 22. dubna t. r. v místnosti Českoslov. obch. besedy v Praze II., Jerusalémská ul.: [47, 1653, 574, 1707]
- news-item: [47, 900, 574, 969]
- news-body: Český spolek obchodních cestujících v Praze, projednav ve své schůzi různé stavovské otázky, zabýval se také otázkou sociálního pojištění a přijal v této záležitosti následující resoluci: Prohlašujeme, že se stavíme za program samostatného sociálního pojištění soukromých úředníků obchodních pomocníků a zřízenců a žádáme důrazně zákonodárný sbor, aby tomuto přání dal výraz hned v úvodu zákona vyjmutím nemocenského pojištění našeho stavu z právě projednávané osnovy o pojištění zaměstnanců pro případ nemoci, invalidity a stáří. Trváme, aby otázka nemocenského pojištění osob, podléhajících pensijnímu pojištění soukromých zřízenců byla řešena zvláštním zákonem a to neodkladně.: [47, 591, 574, 815]
- news-body: Této doby je v Olomouci 663 důstojníků, 570 poddůstojníků a 6900 mužů. Vojenská tělesa mají ve svých stájích 1900 koní. Olomouc je jednou z největších posádek republiky.: [47, 899, 574, 969]
- news-headline: Maďarský loupežný vrah zatčen v Bratislavě.: [1151, 284, 1555, 302]
- news-paragraph: * Církevní asistence při kremacích. (PK.) Městská rada v Pardubicích obdržela v těchto dnech přípis biskupského ordinariátu v Hradci Králové, podle něhož jsou církevní asistence při kremacích zakázány.: [47, 1327, 574, 1397]
- news-paragraph: * Přístavba všeobecné okresní nemocnice ve Vysokém Mýtě schválena byla v projektu zemským správním výborem. Jde o umístění pitevny, operační síně a hospodářských místností. Poměry žádají této přístavby co nejrychleji. (PK.): [47, 1515, 574, 1586]
